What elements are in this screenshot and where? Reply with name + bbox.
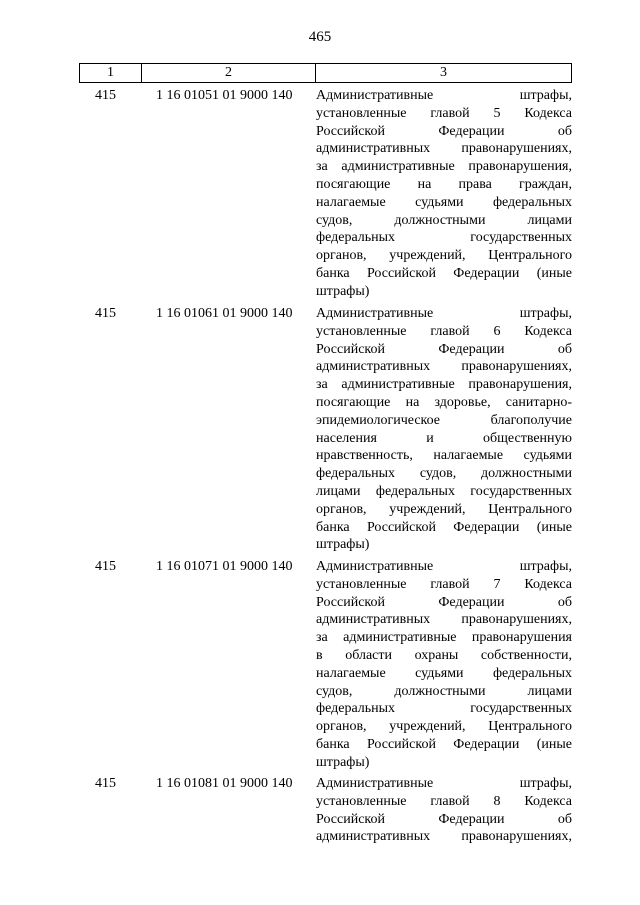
description-line: налагаемые судьями федеральных bbox=[316, 194, 572, 210]
page-number: 465 bbox=[308, 29, 332, 45]
description-line: штрафы) bbox=[316, 283, 370, 299]
description-line: населения и общественную bbox=[316, 430, 572, 446]
description-line: судов, должностными лицами bbox=[316, 683, 572, 699]
description-line: органов, учреждений, Центрального bbox=[316, 501, 572, 517]
description-line: административных правонарушениях, bbox=[316, 141, 572, 157]
admin-code: 415 bbox=[95, 88, 116, 103]
description-line: установленные главой 5 Кодекса bbox=[316, 105, 572, 121]
table-header bbox=[79, 63, 572, 83]
header-col-2: 2 bbox=[142, 64, 316, 82]
kbk-code: 1 16 01081 01 9000 140 bbox=[156, 776, 293, 791]
admin-code: 415 bbox=[95, 559, 116, 574]
description-line: в области охраны собственности, bbox=[316, 647, 572, 663]
description-line: установленные главой 7 Кодекса bbox=[316, 576, 572, 592]
description-line: лицами федеральных государственных bbox=[316, 483, 572, 499]
description-line: административных правонарушениях, bbox=[316, 359, 572, 375]
header-col-3: 3 bbox=[440, 65, 447, 80]
description-line: нравственность, налагаемые судьями bbox=[316, 448, 572, 464]
description-line: за административные правонарушения bbox=[316, 630, 572, 646]
description-line: федеральных судов, должностными bbox=[316, 466, 572, 482]
description-line: банка Российской Федерации (иные bbox=[316, 736, 572, 752]
description-line: судов, должностными лицами bbox=[316, 212, 572, 228]
description-line: органов, учреждений, Центрального bbox=[316, 719, 572, 735]
description-line: административных правонарушениях, bbox=[316, 612, 572, 628]
description-line: банка Российской Федерации (иные bbox=[316, 265, 572, 281]
description-line: Административные штрафы, bbox=[316, 559, 572, 574]
description bbox=[316, 775, 572, 846]
description-line: посягающие на права граждан, bbox=[316, 176, 572, 192]
description-line: Российской Федерации об bbox=[316, 341, 572, 357]
description-line: посягающие на здоровье, санитарно- bbox=[316, 394, 572, 410]
kbk-code: 1 16 01071 01 9000 140 bbox=[156, 559, 293, 574]
description-line: установленные главой 6 Кодекса bbox=[316, 323, 572, 339]
description-line: эпидемиологическое благополучие bbox=[316, 412, 572, 428]
description-line: штрафы) bbox=[316, 754, 370, 770]
description-line: банка Российской Федерации (иные bbox=[316, 519, 572, 535]
description-line: штрафы) bbox=[316, 537, 370, 553]
description bbox=[316, 87, 572, 301]
description-line: Административные штрафы, bbox=[316, 306, 572, 321]
description-line: Российской Федерации об bbox=[316, 594, 572, 610]
admin-code: 415 bbox=[95, 776, 116, 791]
admin-code: 415 bbox=[95, 306, 116, 321]
description-line: федеральных государственных bbox=[316, 230, 572, 246]
description-line: административных правонарушениях, bbox=[316, 829, 572, 845]
description bbox=[316, 305, 572, 554]
description-line: налагаемые судьями федеральных bbox=[316, 665, 572, 681]
header-col-1: 1 bbox=[80, 64, 142, 82]
description-line: за административные правонарушения, bbox=[316, 377, 572, 393]
description-line: Российской Федерации об bbox=[316, 123, 572, 139]
description bbox=[316, 558, 572, 772]
description-line: установленные главой 8 Кодекса bbox=[316, 793, 572, 809]
description-line: Российской Федерации об bbox=[316, 811, 572, 827]
description-line: Административные штрафы, bbox=[316, 776, 572, 791]
description-line: Административные штрафы, bbox=[316, 88, 572, 103]
description-line: федеральных государственных bbox=[316, 701, 572, 717]
kbk-code: 1 16 01061 01 9000 140 bbox=[156, 306, 293, 321]
description-line: за административные правонарушения, bbox=[316, 159, 572, 175]
kbk-code: 1 16 01051 01 9000 140 bbox=[156, 88, 293, 103]
description-line: органов, учреждений, Центрального bbox=[316, 248, 572, 264]
